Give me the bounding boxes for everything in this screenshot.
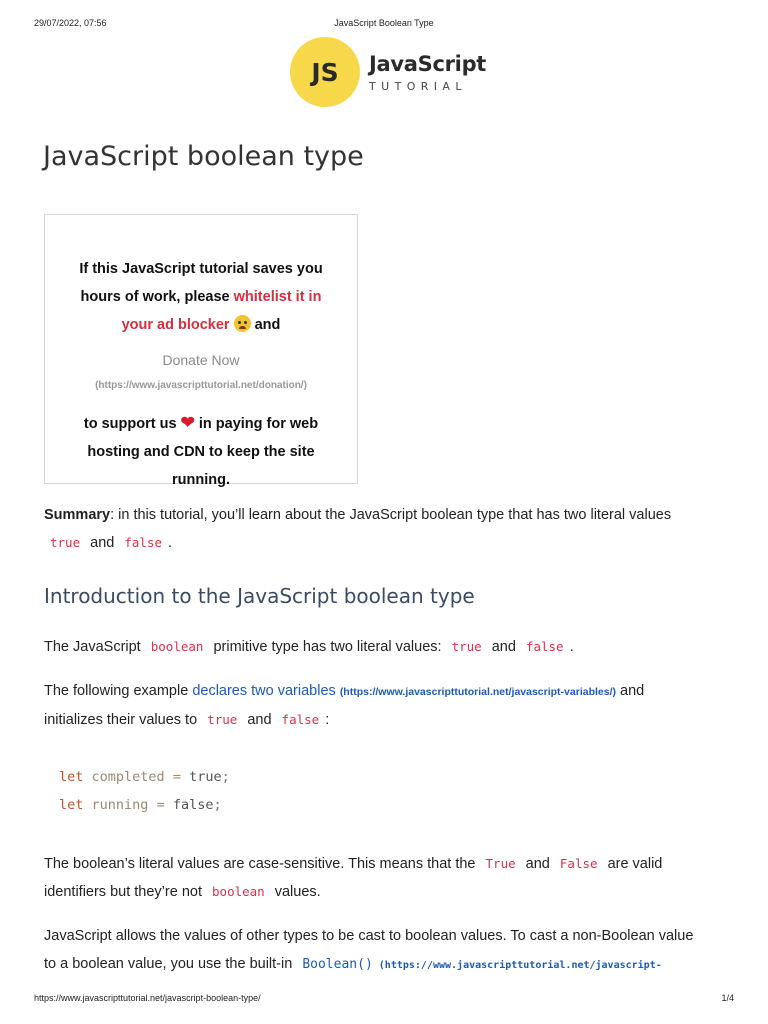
crying-face-icon	[234, 315, 251, 332]
donate-now-link[interactable]: Donate Now	[162, 352, 240, 368]
code-line	[59, 763, 230, 791]
js-logo-icon: JS	[290, 37, 360, 107]
p3-end: values.	[274, 884, 321, 900]
code-value: true	[189, 769, 222, 785]
logo-subtitle: TUTORIAL	[369, 79, 467, 93]
p3-line2: identifiers but they’re not	[44, 884, 202, 900]
donate-url: (https://www.javascripttutorial.net/donation/)	[95, 380, 307, 391]
p1-text: The JavaScript	[44, 639, 141, 655]
site-logo[interactable]	[290, 37, 486, 107]
p2-line2: initializes their values to	[44, 712, 198, 728]
p1-and: and	[491, 639, 516, 655]
p2-and: and	[247, 712, 272, 728]
code-block	[59, 763, 230, 819]
code-True: True	[485, 856, 516, 871]
paragraph-case-sensitive	[44, 850, 724, 906]
donate-text: If this JavaScript tutorial saves you hours of work, please	[79, 261, 323, 305]
p2-text: The following example	[44, 683, 193, 699]
donate-box	[44, 214, 358, 488]
print-datetime: 29/07/2022, 07:56	[34, 18, 107, 28]
code-operator: =	[172, 769, 181, 785]
p3-text: The boolean’s literal values are case-sensitive. This means that the	[44, 856, 476, 872]
support-post: in paying for web hosting and CDN to keep the site running.	[87, 416, 319, 488]
p3-mid: are valid	[607, 856, 663, 872]
code-operator: =	[156, 797, 165, 813]
heart-icon: ❤	[180, 413, 195, 432]
summary-and: and	[90, 535, 115, 551]
code-true: true	[451, 639, 482, 654]
summary-paragraph	[44, 501, 724, 557]
code-line	[59, 791, 230, 819]
p2-end: :	[325, 712, 330, 728]
p3-and: and	[525, 856, 550, 872]
code-boolean: boolean	[150, 639, 204, 654]
code-punctuation: ;	[213, 797, 222, 813]
summary-text: : in this tutorial, you’ll learn about the JavaScript boolean type that has two literal values	[110, 507, 672, 523]
summary-label: Summary	[44, 507, 111, 523]
logo-text	[369, 52, 486, 93]
code-variable: completed	[91, 769, 165, 785]
code-keyword: let	[59, 769, 84, 785]
code-keyword: let	[59, 797, 84, 813]
code-False: False	[559, 856, 598, 871]
p4-line1: JavaScript allows the values of other types to be cast to boolean values. To cast a non-Boolean value	[44, 928, 694, 944]
paragraph-example	[44, 677, 724, 734]
code-variable: running	[91, 797, 149, 813]
code-false: false	[124, 535, 163, 550]
code-punctuation: ;	[221, 769, 230, 785]
donate-and: and	[250, 317, 281, 333]
logo-name: JavaScript	[369, 51, 487, 76]
page-title: JavaScript boolean type	[43, 141, 364, 172]
p1-end: .	[569, 639, 574, 655]
donate-message	[65, 255, 337, 494]
code-false: false	[281, 712, 320, 727]
intro-heading: Introduction to the JavaScript boolean type	[44, 584, 475, 608]
summary-end: .	[168, 535, 173, 551]
code-true: true	[50, 535, 81, 550]
code-false: false	[525, 639, 564, 654]
declares-variables-link[interactable]: declares two variables	[192, 683, 336, 699]
code-true: true	[207, 712, 238, 727]
print-page-title: JavaScript Boolean Type	[334, 18, 434, 28]
code-boolean: boolean	[212, 884, 265, 899]
page-number: 1/4	[721, 993, 734, 1003]
p1-mid: primitive type has two literal values:	[213, 639, 442, 655]
p2-post: and	[616, 683, 645, 699]
support-text	[65, 409, 337, 494]
code-value: false	[172, 797, 214, 813]
variables-link-url[interactable]: (https://www.javascripttutorial.net/javascript-variables/)	[339, 686, 616, 698]
paragraph-boolean-primitive	[44, 633, 724, 661]
boolean-function-url[interactable]: (https://www.javascripttutorial.net/javascript-	[378, 960, 662, 971]
print-url: https://www.javascripttutorial.net/javascript-boolean-type/	[34, 993, 261, 1003]
whitelist-link[interactable]: whitelist it in your ad blocker	[121, 289, 322, 333]
paragraph-casting	[44, 922, 724, 980]
p4-line2: to a boolean value, you use the built-in	[44, 956, 293, 972]
boolean-function-link[interactable]: Boolean()	[302, 957, 373, 972]
support-pre: to support us	[83, 416, 181, 432]
